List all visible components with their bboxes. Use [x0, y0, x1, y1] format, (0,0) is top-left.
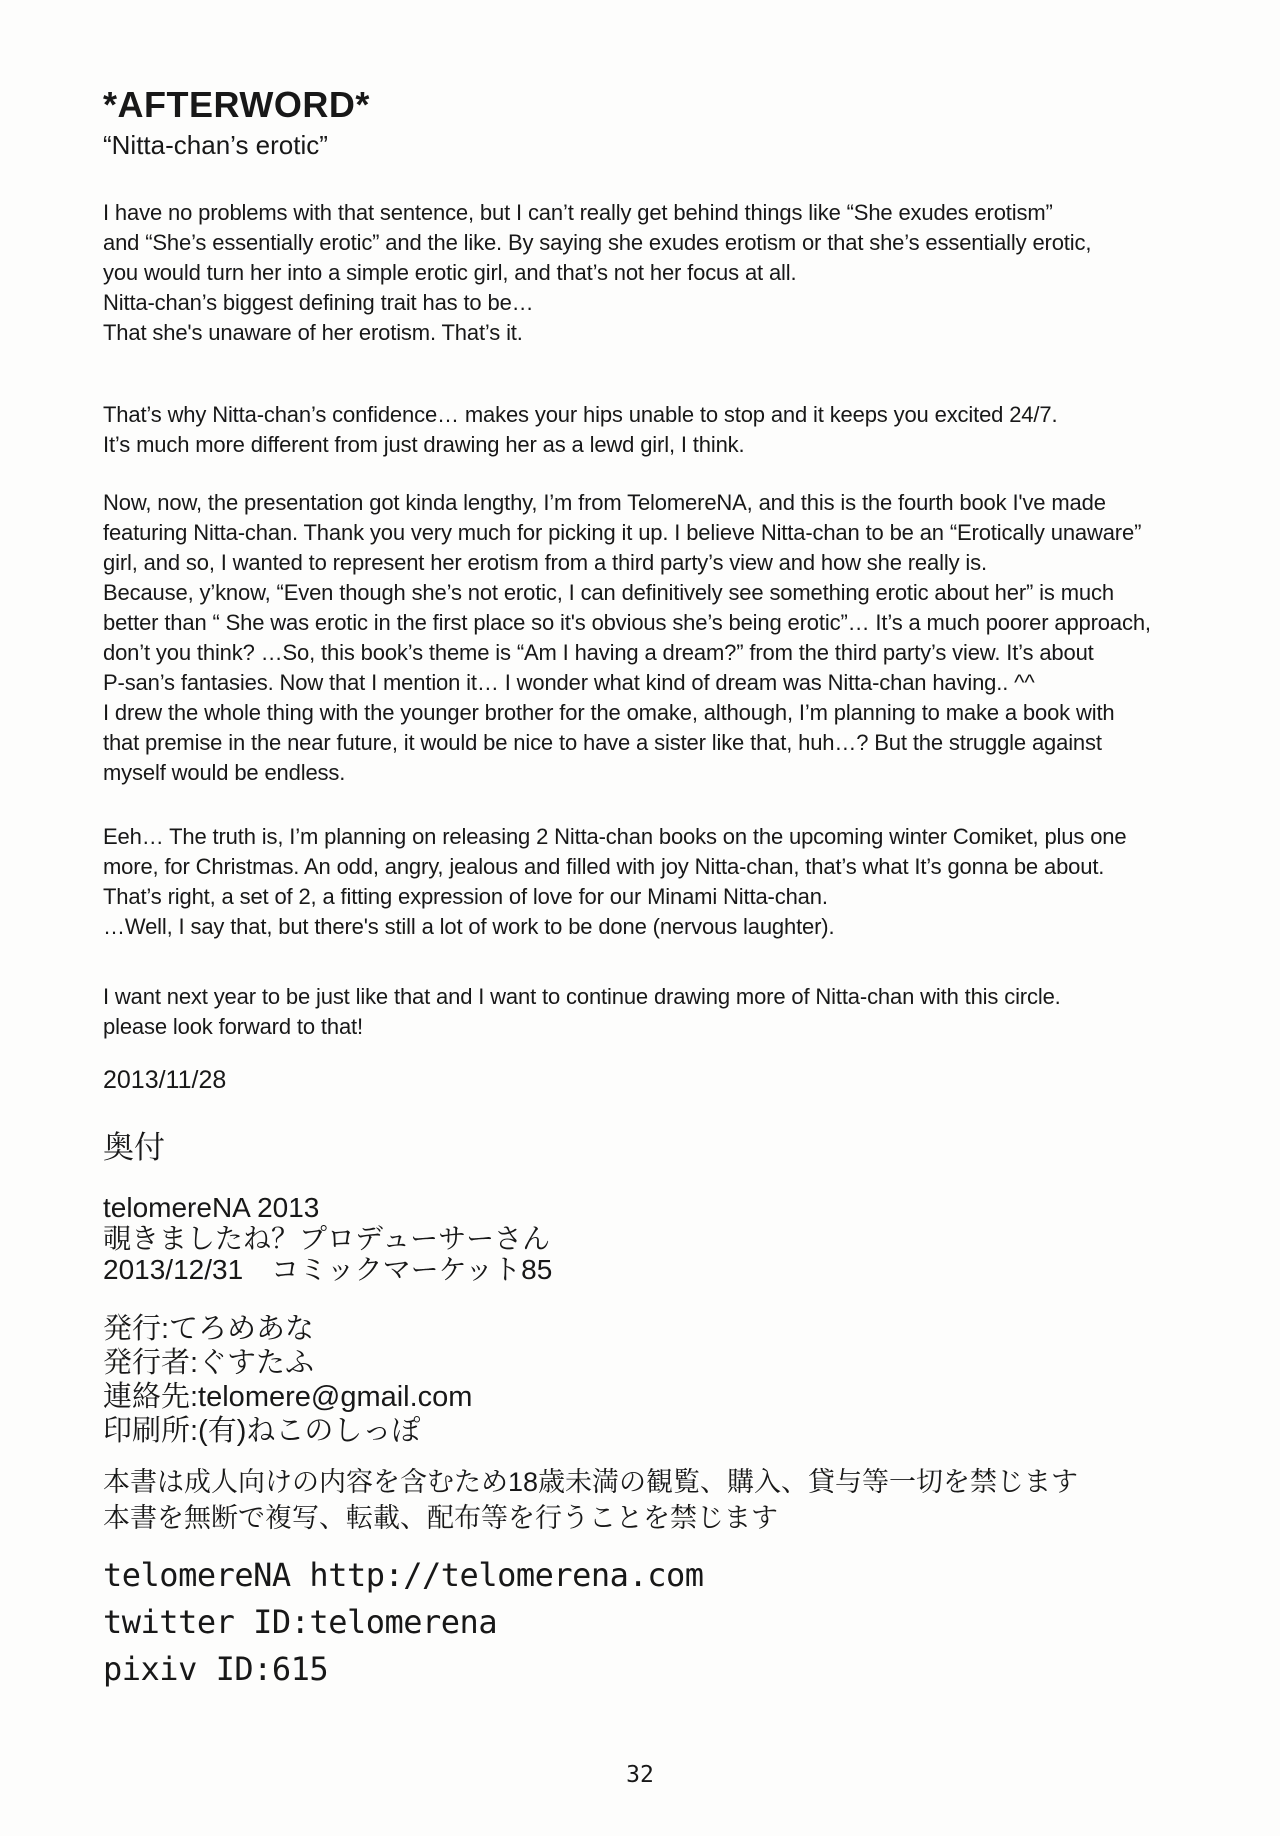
circle-links: telomereNA http://telomerena.com twitter ID:telomerena pixiv ID:615	[103, 1556, 704, 1688]
afterword-paragraph-1: I have no problems with that sentence, but I can’t really get behind things like “She exudes erotism” and “She’s essentially erotic” and the like. By saying she exudes erotism or that she’s essentially erotic, you would turn her into a simple erotic girl, and that’s not her focus at all. Nitta-chan’s biggest defining trait has to be… That she's unaware of her erotism. That’s it.	[103, 200, 1092, 345]
afterword-paragraph-3: Now, now, the presentation got kinda lengthy, I’m from TelomereNA, and this is the fourth book I've made featuring Nitta-chan. Thank you very much for picking it up. I believe Nitta-chan to be an “Erotically unaware” girl, and so, I wanted to represent her erotism from a third party’s view and how she really is. Because, y’know, “Even though she’s not erotic, I can definitively see something erotic about her” is much better than “ She was erotic in the first place so it's obvious she’s being erotic”… It’s a much poorer approach, don’t you think? …So, this book’s theme is “Am I having a dream?” from the third party’s view. It’s about P-san’s fantasies. Now that I mention it… I wonder what kind of dream was Nitta-chan having.. ^^ I drew the whole thing with the younger brother for the omake, although, I’m planning to make a book with that premise in the near future, it would be nice to have a sister like that, huh…? But the struggle against myself would be endless.	[103, 490, 1151, 785]
page-number: 32	[626, 1762, 654, 1788]
page-heading: *AFTERWORD*	[103, 84, 370, 125]
colophon-title: 奥付	[103, 1130, 165, 1165]
publisher-info: 発行:てろめあな 発行者:ぐすたふ 連絡先:telomere@gmail.com 印刷所:(有)ねこのしっぽ	[103, 1313, 473, 1447]
afterword-paragraph-4: Eeh… The truth is, I’m planning on releasing 2 Nitta-chan books on the upcoming winter Comiket, plus one more, for Christmas. An odd, angry, jealous and filled with joy Nitta-chan, that’s what It’s gonna be about. That’s right, a set of 2, a fitting expression of love for our Minami Nitta-chan. …Well, I say that, but there's still a lot of work to be done (nervous laughter).	[103, 824, 1127, 939]
book-info: telomereNA 2013 覗きましたね？プロデューサーさん 2013/12/31 コミックマーケット85	[103, 1192, 553, 1285]
written-date: 2013/11/28	[103, 1066, 227, 1094]
age-restriction-notice: 本書は成人向けの内容を含むため18歳未満の観覧、購入、貸与等一切を禁じます 本書を無断で複写、転載、配布等を行うことを禁じます	[103, 1467, 1079, 1533]
afterword-paragraph-5: I want next year to be just like that and I want to continue drawing more of Nitta-chan with this circle. please look forward to that!	[103, 984, 1061, 1039]
afterword-paragraph-2: That’s why Nitta-chan’s confidence… makes your hips unable to stop and it keeps you excited 24/7. It’s much more different from just drawing her as a lewd girl, I think.	[103, 402, 1058, 457]
opening-quote: “Nitta-chan’s erotic”	[103, 130, 328, 160]
